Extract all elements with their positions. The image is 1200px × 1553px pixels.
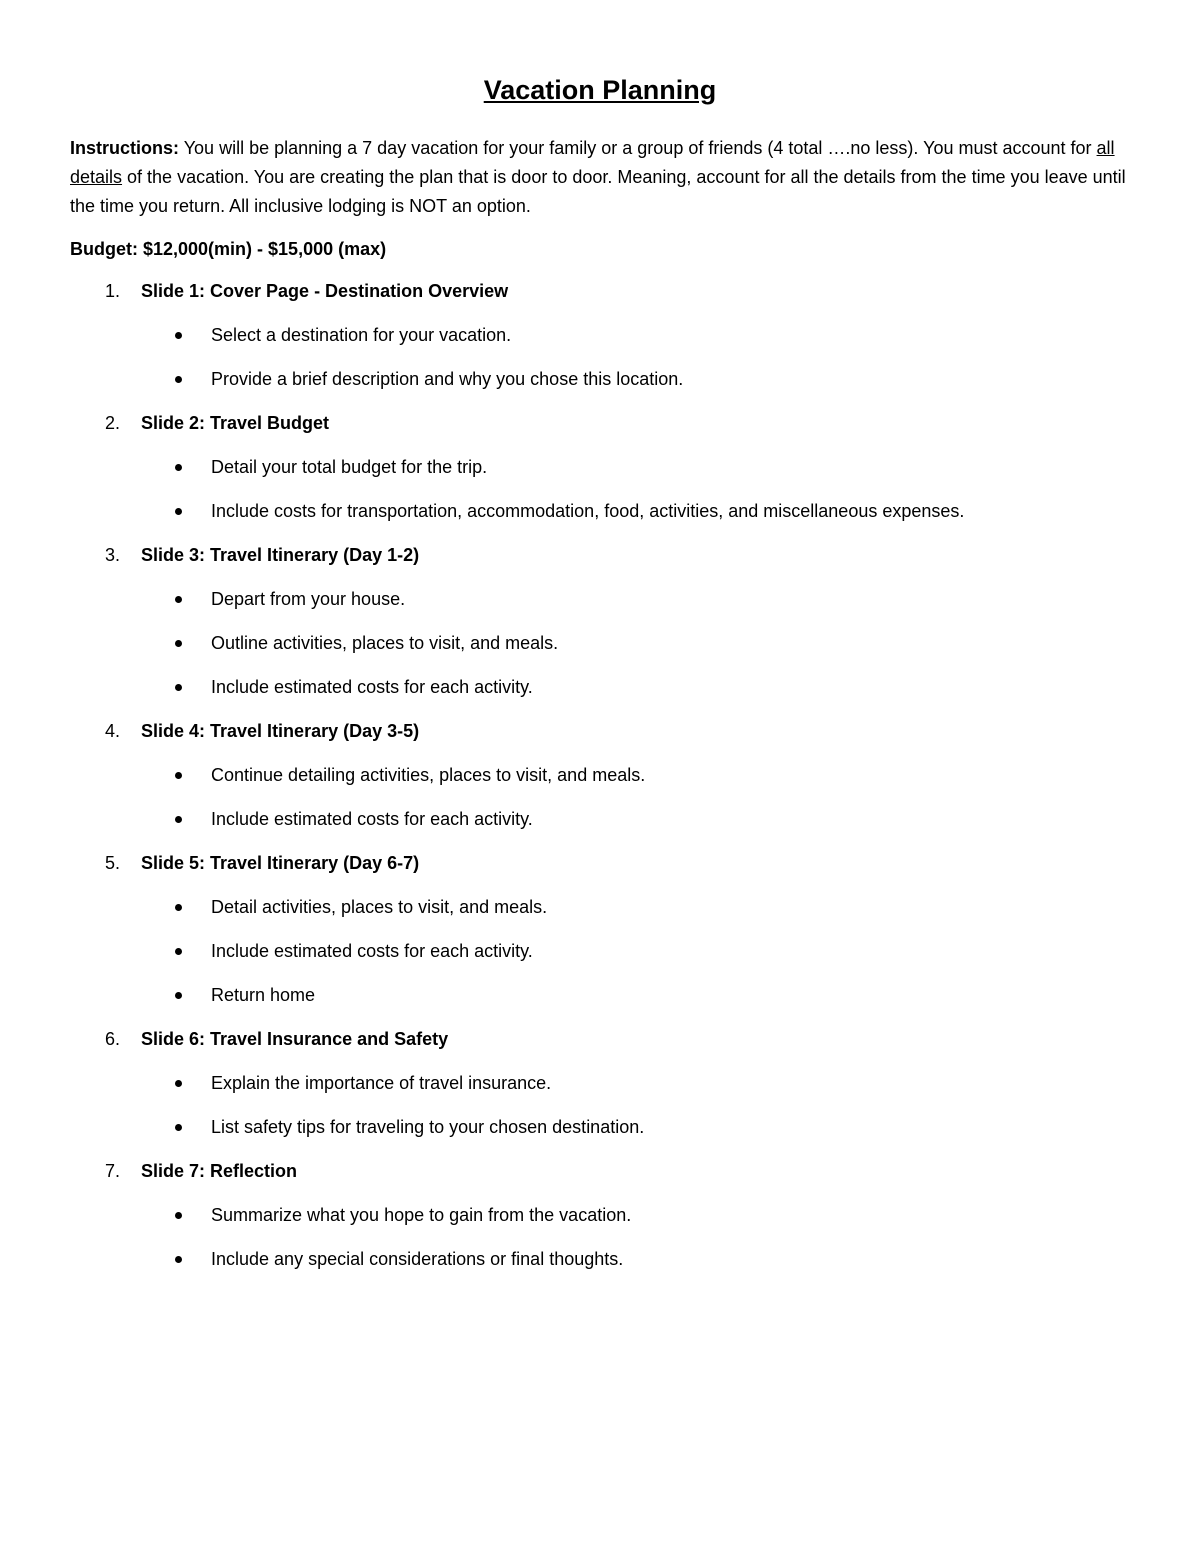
- bullet-text: Return home: [211, 985, 316, 1005]
- slide-section: [70, 849, 1130, 1009]
- bullet-dot-icon: [175, 376, 182, 383]
- bullet-text: Detail your total budget for the trip.: [211, 457, 488, 477]
- bullet-text: Detail activities, places to visit, and meals.: [211, 897, 548, 917]
- bullet-text: List safety tips for traveling to your chosen destination.: [211, 1117, 645, 1137]
- bullet-item: [70, 937, 1130, 965]
- bullet-item: [70, 1245, 1130, 1273]
- slide-title: Slide 5: Travel Itinerary (Day 6-7): [141, 853, 420, 873]
- instructions-text-after: of the vacation. You are creating the plan that is door to door. Meaning, account for all the details from the time you leave until the time you return. All inclusive lodging is NOT an option.: [70, 167, 1126, 216]
- bullet-item: [70, 981, 1130, 1009]
- bullet-item: [70, 1113, 1130, 1141]
- slide-number: 7.: [105, 1161, 121, 1181]
- bullet-item: [70, 805, 1130, 833]
- slide-number: 3.: [105, 545, 121, 565]
- slide-title: Slide 1: Cover Page - Destination Overview: [141, 281, 509, 301]
- bullet-text: Explain the importance of travel insurance.: [211, 1073, 552, 1093]
- bullet-list: [70, 585, 1130, 701]
- bullet-text: Include estimated costs for each activity.: [211, 677, 533, 697]
- bullet-text: Include estimated costs for each activity.: [211, 941, 533, 961]
- bullet-text: Include costs for transportation, accommodation, food, activities, and miscellaneous expenses.: [211, 501, 965, 521]
- bullet-dot-icon: [175, 816, 182, 823]
- slide-section: [70, 1025, 1130, 1141]
- document-title: Vacation Planning: [483, 75, 717, 105]
- bullet-text: Outline activities, places to visit, and meals.: [211, 633, 559, 653]
- bullet-dot-icon: [175, 1212, 182, 1219]
- bullet-dot-icon: [175, 684, 182, 691]
- slide-title: Slide 4: Travel Itinerary (Day 3-5): [141, 721, 420, 741]
- slide-heading: [70, 1025, 1130, 1053]
- bullet-item: [70, 365, 1130, 393]
- bullet-item: [70, 321, 1130, 349]
- bullet-dot-icon: [175, 992, 182, 999]
- slide-number: 1.: [105, 281, 121, 301]
- bullet-item: [70, 1201, 1130, 1229]
- slide-list: [70, 277, 1130, 1273]
- bullet-list: [70, 321, 1130, 393]
- bullet-dot-icon: [175, 1256, 182, 1263]
- bullet-item: [70, 497, 1130, 525]
- bullet-list: [70, 1201, 1130, 1273]
- bullet-dot-icon: [175, 772, 182, 779]
- slide-heading: [70, 409, 1130, 437]
- instructions-paragraph: [70, 134, 1130, 221]
- instructions-text-before: You will be planning a 7 day vacation for your family or a group of friends (4 total ….no less). You must account for: [179, 138, 1097, 158]
- budget-line: Budget: $12,000(min) - $15,000 (max): [70, 239, 387, 259]
- bullet-text: Select a destination for your vacation.: [211, 325, 512, 345]
- bullet-item: [70, 761, 1130, 789]
- bullet-list: [70, 761, 1130, 833]
- bullet-dot-icon: [175, 508, 182, 515]
- bullet-dot-icon: [175, 464, 182, 471]
- bullet-text: Include any special considerations or final thoughts.: [211, 1249, 624, 1269]
- slide-section: [70, 277, 1130, 393]
- slide-heading: [70, 277, 1130, 305]
- slide-heading: [70, 849, 1130, 877]
- bullet-dot-icon: [175, 1080, 182, 1087]
- bullet-dot-icon: [175, 332, 182, 339]
- bullet-dot-icon: [175, 640, 182, 647]
- instructions-label: Instructions:: [70, 138, 180, 158]
- instructions-underlined-text: all details: [70, 138, 1115, 187]
- bullet-text: Continue detailing activities, places to visit, and meals.: [211, 765, 646, 785]
- slide-heading: [70, 1157, 1130, 1185]
- bullet-list: [70, 1069, 1130, 1141]
- bullet-item: [70, 453, 1130, 481]
- bullet-text: Include estimated costs for each activity.: [211, 809, 533, 829]
- slide-title: Slide 2: Travel Budget: [141, 413, 330, 433]
- slide-section: [70, 1157, 1130, 1273]
- bullet-dot-icon: [175, 1124, 182, 1131]
- slide-title: Slide 6: Travel Insurance and Safety: [141, 1029, 449, 1049]
- slide-section: [70, 541, 1130, 701]
- slide-heading: [70, 717, 1130, 745]
- bullet-dot-icon: [175, 596, 182, 603]
- slide-number: 4.: [105, 721, 121, 741]
- bullet-text: Provide a brief description and why you chose this location.: [211, 369, 684, 389]
- slide-section: [70, 717, 1130, 833]
- slide-title: Slide 7: Reflection: [141, 1161, 298, 1181]
- bullet-item: [70, 893, 1130, 921]
- slide-section: [70, 409, 1130, 525]
- bullet-dot-icon: [175, 948, 182, 955]
- slide-number: 6.: [105, 1029, 121, 1049]
- slide-number: 5.: [105, 853, 121, 873]
- bullet-item: [70, 1069, 1130, 1097]
- bullet-item: [70, 629, 1130, 657]
- document-page: [70, 72, 1130, 1289]
- slide-number: 2.: [105, 413, 121, 433]
- slide-title: Slide 3: Travel Itinerary (Day 1-2): [141, 545, 420, 565]
- bullet-dot-icon: [175, 904, 182, 911]
- bullet-item: [70, 585, 1130, 613]
- bullet-text: Depart from your house.: [211, 589, 406, 609]
- bullet-list: [70, 453, 1130, 525]
- bullet-list: [70, 893, 1130, 1009]
- slide-heading: [70, 541, 1130, 569]
- bullet-item: [70, 673, 1130, 701]
- bullet-text: Summarize what you hope to gain from the vacation.: [211, 1205, 632, 1225]
